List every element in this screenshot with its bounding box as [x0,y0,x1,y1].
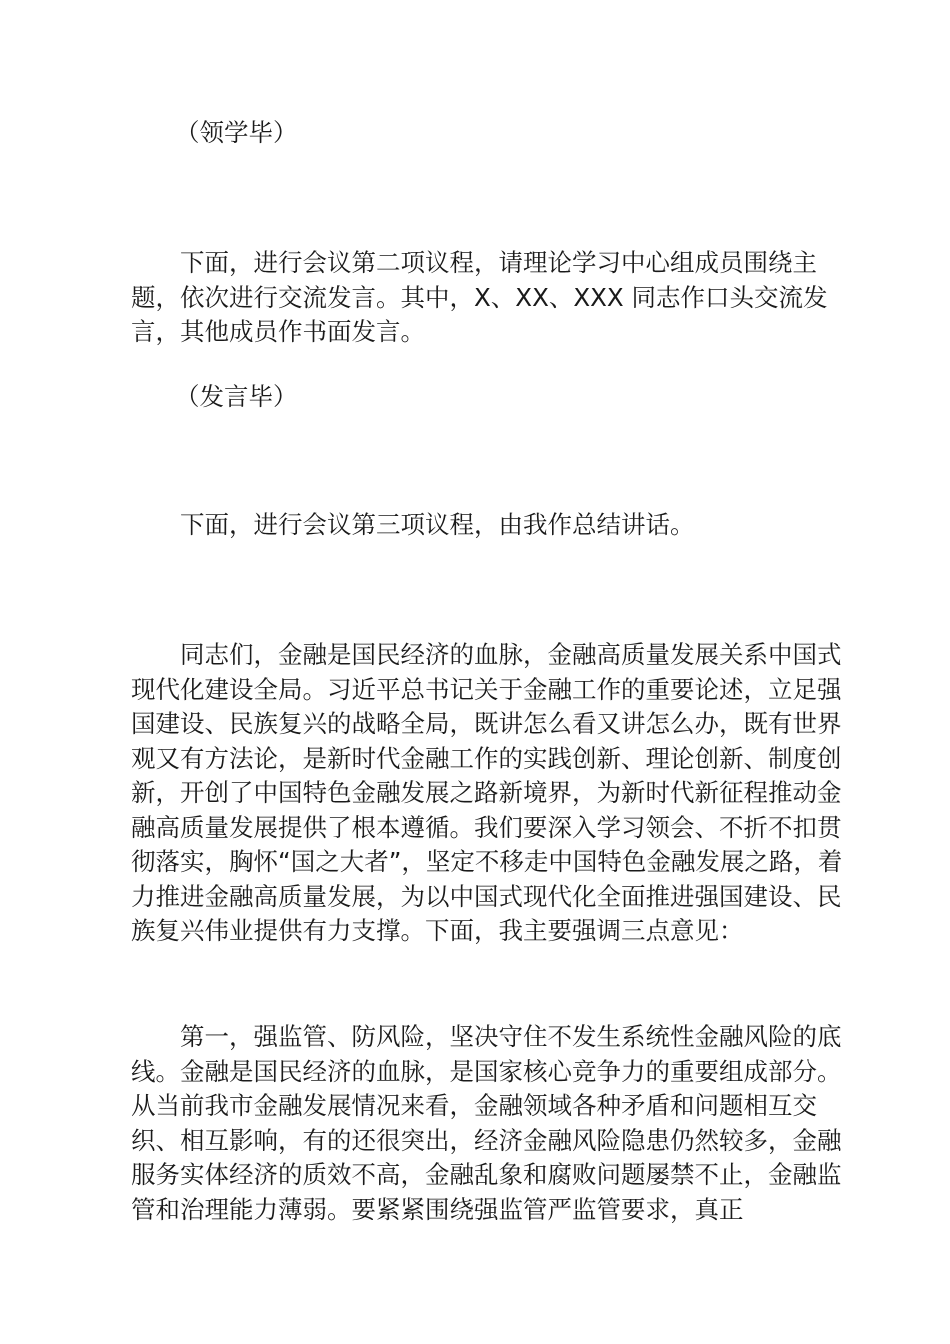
paragraph-opening-remarks: 同志们，金融是国民经济的血脉，金融高质量发展关系中国式现代化建设全局。习近平总书记关于金融工作的重要论述，立足强国建设、民族复兴的战略全局，既讲怎么看又讲怎么办，既有世界观又有方法论，是新时代金融工作的实践创新、理论创新、制度创新，开创了中国特色金融发展之路新境界，为新时代新征程推动金融高质量发展提供了根本遵循。我们要深入学习领会、不折不扣贯彻落实，胸怀“国之大者”，坚定不移走中国特色金融发展之路，着力推进金融高质量发展，为以中国式现代化全面推进强国建设、民族复兴伟业提供有力支撑。下面，我主要强调三点意见： [131,640,843,945]
paragraph-point-one: 第一，强监管、防风险，坚决守住不发生系统性金融风险的底线。金融是国民经济的血脉，是国家核心竞争力的重要组成部分。从当前我市金融发展情况来看，金融领域各种矛盾和问题相互交织、相互影响，有的还很突出，经济金融风险隐患仍然较多，金融服务实体经济的质效不高，金融乱象和腐败问题屡禁不止，金融监管和治理能力薄弱。要紧紧围绕强监管严监管要求，真正 [131,1022,842,1224]
note-speeches-finished: （发言毕） [175,382,298,411]
note-study-finished: （领学毕） [175,118,298,147]
paragraph-agenda-item-three: 下面，进行会议第三项议程，由我作总结讲话。 [180,510,695,539]
paragraph-agenda-item-two: 下面，进行会议第二项议程，请理论学习中心组成员围绕主题，依次进行交流发言。其中，X、XX、XXX 同志作口头交流发言，其他成员作书面发言。 [131,248,828,346]
